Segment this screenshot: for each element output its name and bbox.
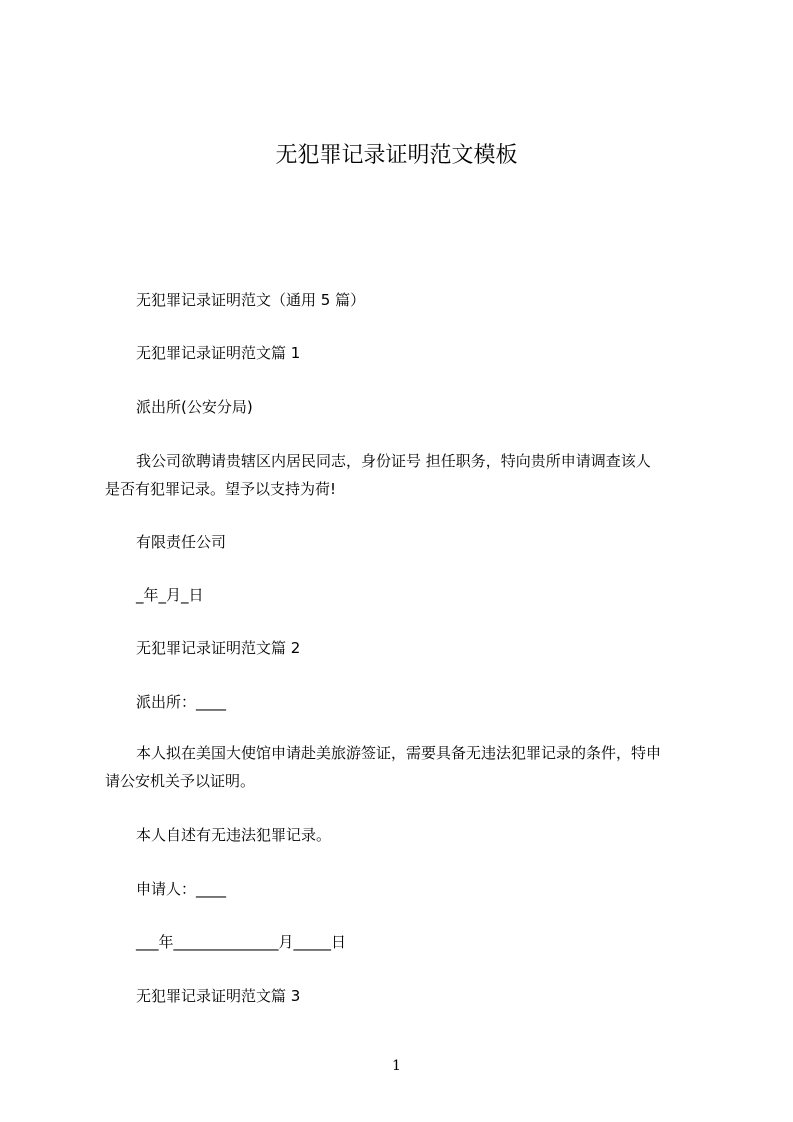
applicant-line: 申请人：____	[136, 880, 227, 898]
company-signature: 有限责任公司	[136, 533, 227, 551]
date-line-2: ___年______________月_____日	[136, 933, 347, 951]
section-heading-1: 无犯罪记录证明范文篇 1	[136, 344, 301, 362]
body-paragraph-2-line-2: 请公安机关予以证明。	[105, 772, 256, 790]
date-line-1: _年_月_日	[136, 586, 204, 604]
section-heading-3: 无犯罪记录证明范文篇 3	[136, 987, 301, 1005]
section-heading-2: 无犯罪记录证明范文篇 2	[136, 639, 301, 657]
self-statement: 本人自述有无违法犯罪记录。	[136, 826, 332, 844]
body-paragraph-1-line-1: 我公司欲聘请贵辖区内居民同志，身份证号 担任职务，特向贵所申请调查该人	[136, 452, 651, 470]
page-number: 1	[392, 1058, 401, 1074]
document-title: 无犯罪记录证明范文模板	[275, 143, 518, 168]
body-paragraph-1-line-2: 是否有犯罪记录。望予以支持为荷!	[105, 480, 337, 498]
addressee-2: 派出所：____	[136, 693, 227, 711]
intro-heading: 无犯罪记录证明范文（通用 5 篇）	[136, 291, 366, 309]
body-paragraph-2-line-1: 本人拟在美国大使馆申请赴美旅游签证，需要具备无违法犯罪记录的条件，特申	[136, 744, 662, 762]
addressee-1: 派出所(公安分局)	[136, 398, 253, 416]
